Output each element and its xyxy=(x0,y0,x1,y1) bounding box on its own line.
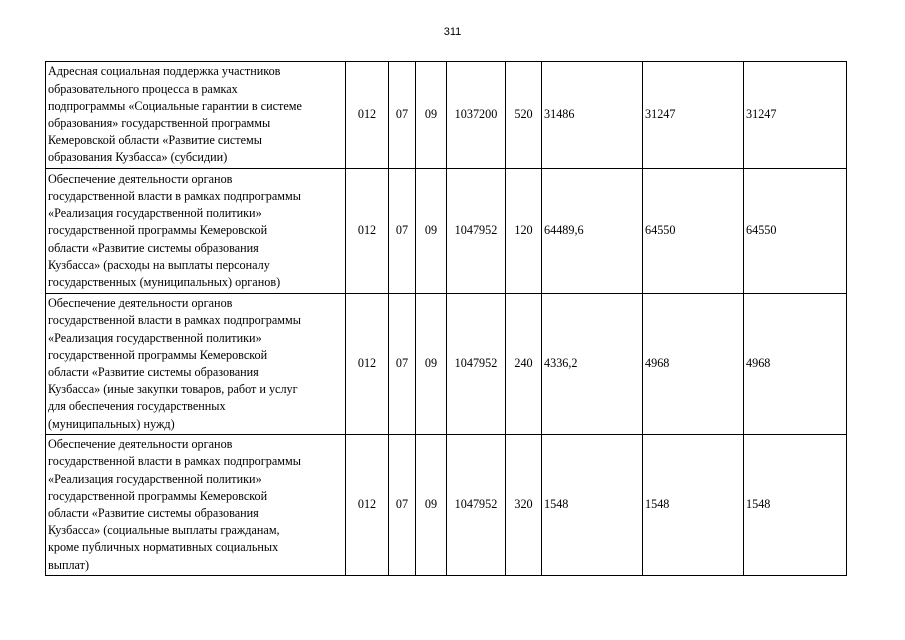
expense-type-code: 520 xyxy=(506,62,542,169)
section-code: 07 xyxy=(389,62,416,169)
subsection-code: 09 xyxy=(416,435,447,576)
amount-year-3: 1548 xyxy=(744,435,847,576)
amount-year-1: 4336,2 xyxy=(542,294,643,435)
ministry-code: 012 xyxy=(346,435,389,576)
table-row xyxy=(46,62,847,169)
row-description: Адресная социальная поддержка участников образовательного процесса в рамках подпрограммы «Социальные гарантии в системе образования» государственной программы Кемеровской области «Развитие системы образования Кузбасса» (субсидии) xyxy=(46,62,346,169)
target-article-code: 1037200 xyxy=(447,62,506,169)
expense-type-code: 240 xyxy=(506,294,542,435)
expense-type-code: 120 xyxy=(506,169,542,294)
page-number: 311 xyxy=(443,26,462,38)
section-code: 07 xyxy=(389,294,416,435)
target-article-code: 1047952 xyxy=(447,294,506,435)
target-article-code: 1047952 xyxy=(447,435,506,576)
table-row xyxy=(46,294,847,435)
subsection-code: 09 xyxy=(416,294,447,435)
amount-year-2: 31247 xyxy=(643,62,744,169)
amount-year-3: 4968 xyxy=(744,294,847,435)
section-code: 07 xyxy=(389,435,416,576)
amount-year-1: 1548 xyxy=(542,435,643,576)
amount-year-2: 64550 xyxy=(643,169,744,294)
table-row xyxy=(46,169,847,294)
ministry-code: 012 xyxy=(346,62,389,169)
amount-year-1: 31486 xyxy=(542,62,643,169)
amount-year-1: 64489,6 xyxy=(542,169,643,294)
budget-table xyxy=(45,61,847,576)
row-description: Обеспечение деятельности органов государственной власти в рамках подпрограммы «Реализация государственной политики» государственной программы Кемеровской области «Развитие системы образования Кузбасса» (расходы на выплаты персоналу государственных (муниципальных) органов) xyxy=(46,169,346,294)
amount-year-3: 64550 xyxy=(744,169,847,294)
section-code: 07 xyxy=(389,169,416,294)
subsection-code: 09 xyxy=(416,169,447,294)
amount-year-2: 1548 xyxy=(643,435,744,576)
amount-year-2: 4968 xyxy=(643,294,744,435)
row-description: Обеспечение деятельности органов государственной власти в рамках подпрограммы «Реализация государственной политики» государственной программы Кемеровской области «Развитие системы образования Кузбасса» (иные закупки товаров, работ и услуг для обеспечения государственных (муниципальных) нужд) xyxy=(46,294,346,435)
ministry-code: 012 xyxy=(346,294,389,435)
amount-year-3: 31247 xyxy=(744,62,847,169)
expense-type-code: 320 xyxy=(506,435,542,576)
ministry-code: 012 xyxy=(346,169,389,294)
target-article-code: 1047952 xyxy=(447,169,506,294)
subsection-code: 09 xyxy=(416,62,447,169)
row-description: Обеспечение деятельности органов государственной власти в рамках подпрограммы «Реализация государственной политики» государственной программы Кемеровской области «Развитие системы образования Кузбасса» (социальные выплаты гражданам, кроме публичных нормативных социальных выплат) xyxy=(46,435,346,576)
table-row xyxy=(46,435,847,576)
